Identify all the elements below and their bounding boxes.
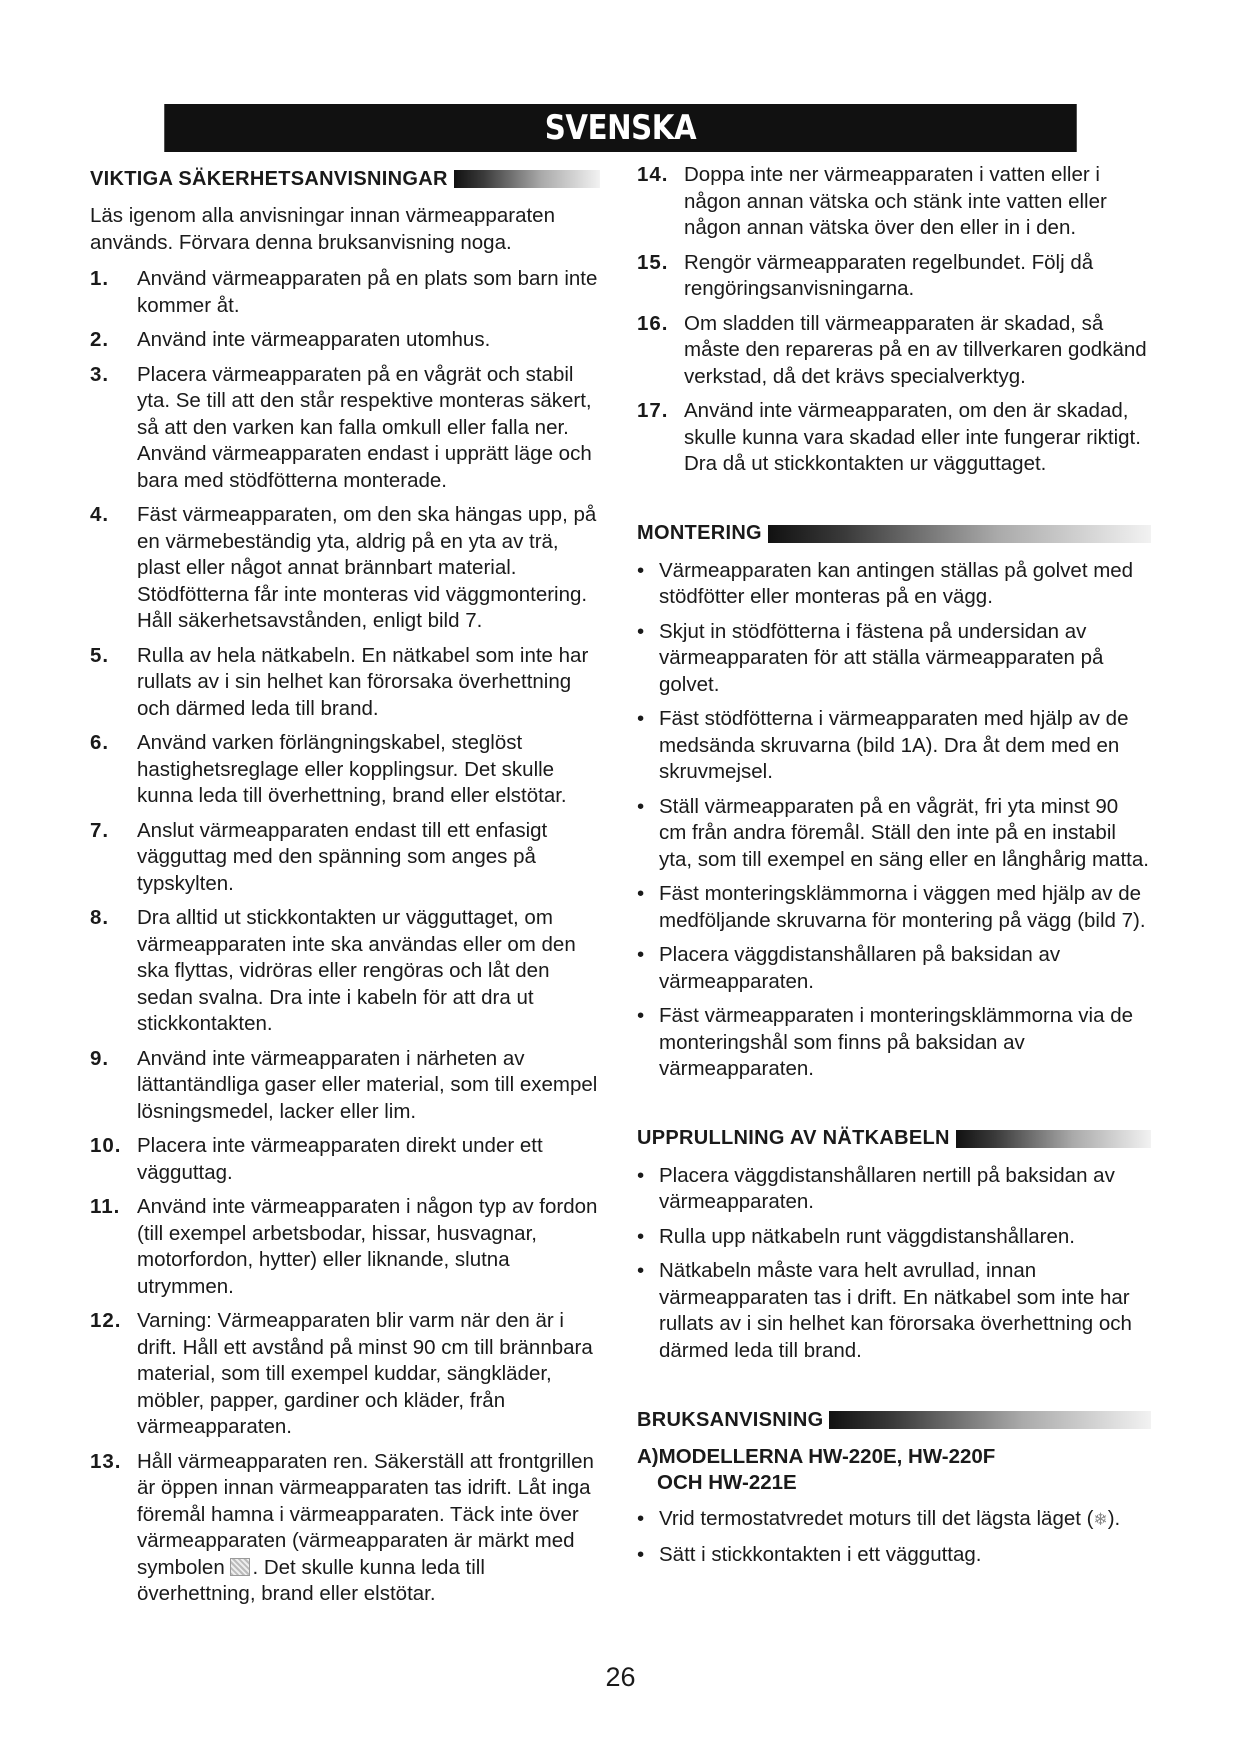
spacer (637, 1372, 1151, 1406)
item-text: Rulla upp nätkabeln runt väggdistanshållaren. (659, 1224, 1075, 1248)
list-item (637, 162, 1151, 242)
upprullning-list (637, 1163, 1151, 1365)
item-text: Rulla av hela nätkabeln. En nätkabel som inte har rullats av i sin helhet kan förorsaka överhettning och därmed leda till brand. (137, 643, 589, 720)
bullet: • (637, 1507, 645, 1530)
item-number: 6. (90, 731, 110, 754)
bullet: • (637, 1542, 645, 1566)
item-text-part: Vrid termostatvredet moturs till det lägsta läget ( (659, 1507, 1094, 1530)
right-column (637, 162, 1151, 1576)
heading-text: BRUKSANVISNING (637, 1408, 824, 1431)
item-number: 13. (90, 1449, 122, 1473)
list-item (90, 327, 600, 354)
item-text: Skjut in stödfötterna i fästena på undersidan av värmeapparaten för att ställa värmeapparaten på golvet. (659, 619, 1104, 696)
list-item (90, 1133, 600, 1186)
safety-list (90, 266, 600, 1608)
item-text-part: Håll värmeapparaten ren. Säkerställ att frontgrillen är öppen innan värmeapparaten tas idrift. Låt inga föremål hamna i värmeapparaten. Täck inte över värmeapparaten (värmeapparaten är märkt med symbolen (137, 1449, 594, 1579)
section-heading-upprullning (637, 1125, 1151, 1153)
models-subheading (637, 1444, 1151, 1496)
list-item (90, 1194, 600, 1300)
item-text: Använd varken förlängningskabel, steglöst hastighetsreglage eller kopplingsur. Det skulle kunna leda till överhettning, brand eller elstötar. (137, 731, 567, 807)
item-number: 9. (90, 1046, 110, 1070)
bullet: • (637, 1163, 645, 1187)
snowflake-icon: ❄ (1093, 1510, 1108, 1529)
bullet: • (637, 619, 645, 643)
heading-bar (956, 1130, 1151, 1148)
item-text: Varning: Värmeapparaten blir varm när den är i drift. Håll ett avstånd på minst 90 cm till brännbara material, som till exempel kuddar, sängkläder, möbler, papper, gardiner och kläder, från värmeapparaten. (137, 1309, 593, 1438)
heading-text: UPPRULLNING AV NÄTKABELN (637, 1127, 950, 1149)
item-text: Använd värmeapparaten på en plats som barn inte kommer åt. (137, 267, 598, 317)
list-item (90, 1449, 600, 1608)
item-number: 12. (90, 1309, 122, 1332)
page-number: 26 (605, 1662, 636, 1692)
item-text: Fäst monteringsklämmorna i väggen med hjälp av de medföljande skruvarna för montering på vägg (bild 7). (659, 882, 1146, 932)
item-text: Placera väggdistanshållaren på baksidan av värmeapparaten. (659, 943, 1061, 993)
list-item (637, 1258, 1151, 1364)
item-text: Använd inte värmeapparaten utomhus. (137, 328, 491, 351)
list-item (637, 619, 1151, 699)
item-text: Placera värmeapparaten på en vågrät och stabil yta. Se till att den står respektive monteras säkert, så att den varken kan falla omkull eller falla ner. Använd värmeapparaten endast i upprätt läge och bara med stödfötterna monterade. (137, 362, 592, 492)
list-item (637, 250, 1151, 303)
subheading-line: OCH HW-221E (657, 1471, 797, 1494)
list-item (637, 398, 1151, 478)
list-item (90, 818, 600, 898)
bruksanvisning-list (637, 1506, 1151, 1568)
item-text: Fäst värmeapparaten i monteringsklämmorna via de monteringshål som finns på baksidan av värmeapparaten. (659, 1004, 1133, 1080)
section-heading-bruksanvisning (637, 1406, 1151, 1434)
left-column (90, 165, 600, 1616)
list-item (90, 1308, 600, 1441)
item-text: Doppa inte ner värmeapparaten i vatten eller i någon annan vätska och stänk inte vatten eller någon annan vätska över den eller in i den. (684, 163, 1107, 239)
list-item (637, 942, 1151, 995)
item-text: Dra alltid ut stickkontakten ur vägguttaget, om värmeapparaten inte ska användas eller om den ska flyttas, vidröras eller rengöras och låt den sedan svalna. Dra inte i kabeln för att dra ut stickkontakten. (137, 906, 576, 1035)
heading-bar (829, 1411, 1151, 1429)
item-text: Placera inte värmeapparaten direkt under ett vägguttag. (137, 1134, 543, 1184)
subheading-line: A)MODELLERNA HW-220E, HW-220F (637, 1445, 996, 1468)
item-number: 16. (637, 311, 669, 335)
item-number: 3. (90, 362, 110, 386)
item-number: 7. (90, 818, 110, 842)
spacer (637, 1091, 1151, 1125)
item-text (659, 1506, 1151, 1534)
list-item (637, 311, 1151, 391)
item-number: 2. (90, 328, 110, 351)
list-item (637, 558, 1151, 611)
spacer (637, 486, 1151, 520)
bullet: • (637, 882, 645, 905)
bullet: • (637, 1259, 645, 1282)
item-text: Värmeapparaten kan antingen ställas på golvet med stödfötter eller monteras på en vägg. (659, 558, 1134, 608)
list-item (637, 1542, 1151, 1569)
list-item (637, 881, 1151, 934)
item-text: Nätkabeln måste vara helt avrullad, innan värmeapparaten tas i drift. En nätkabel som inte har rullats av i sin helhet kan förorsaka överhettning och därmed leda till brand. (659, 1259, 1132, 1362)
item-number: 14. (637, 163, 669, 186)
item-text: Fäst värmeapparaten, om den ska hängas upp, på en värmebeständig yta, aldrig på en yta av trä, plast eller något annat brännbart material. Stödfötterna får inte monteras vid väggmontering. Håll säkerhetsavstånden, enligt bild 7. (137, 503, 597, 632)
list-item (90, 1046, 600, 1126)
do-not-cover-symbol-icon (230, 1558, 250, 1576)
item-text: Placera väggdistanshållaren nertill på baksidan av värmeapparaten. (659, 1163, 1115, 1213)
heading-bar (768, 525, 1151, 543)
list-item (90, 905, 600, 1038)
list-item (90, 266, 600, 319)
bullet: • (637, 794, 645, 818)
list-item (90, 643, 600, 723)
item-number: 4. (90, 503, 110, 526)
safety-list-continued (637, 162, 1151, 478)
item-text: Sätt i stickkontakten i ett vägguttag. (659, 1542, 982, 1566)
list-item (637, 1224, 1151, 1251)
list-item (637, 706, 1151, 786)
bullet: • (637, 707, 645, 730)
item-number: 1. (90, 267, 110, 290)
item-text-part: ). (1107, 1507, 1121, 1530)
montering-list (637, 558, 1151, 1083)
heading-bar (454, 170, 600, 188)
item-number: 11. (90, 1195, 121, 1218)
section-heading-montering (637, 520, 1151, 548)
item-text: Använd inte värmeapparaten i närheten av lättantändliga gaser eller material, som till exempel lösningsmedel, lacker eller lim. (137, 1046, 598, 1123)
list-item (637, 1163, 1151, 1216)
bullet: • (637, 943, 645, 966)
item-text: Använd inte värmeapparaten i någon typ av fordon (till exempel arbetsbodar, hissar, husvagnar, motorfordon, hytter) eller liknande, slutna utrymmen. (137, 1195, 598, 1298)
item-text: Rengör värmeapparaten regelbundet. Följ då rengöringsanvisningarna. (684, 250, 1094, 300)
item-number: 10. (90, 1134, 122, 1157)
item-text: Anslut värmeapparaten endast till ett enfasigt vägguttag med den spänning som anges på typskylten. (137, 818, 548, 895)
bullet: • (637, 1004, 645, 1027)
item-number: 17. (637, 399, 669, 422)
item-number: 8. (90, 906, 110, 929)
language-banner: SVENSKA (164, 104, 1076, 152)
item-text: Ställ värmeapparaten på en vågrät, fri yta minst 90 cm från andra föremål. Ställ den inte på en instabil yta, som till exempel en säng eller en långhårig matta. (659, 794, 1149, 871)
item-text (137, 1449, 600, 1608)
item-number: 15. (637, 250, 669, 274)
item-text-part: . Det skulle kunna leda till överhettning, brand eller elstötar. (137, 1555, 485, 1605)
bullet: • (637, 558, 645, 582)
list-item (90, 502, 600, 635)
section-heading-safety (90, 165, 600, 193)
list-item (637, 794, 1151, 874)
item-number: 5. (90, 643, 110, 667)
bullet: • (637, 1224, 645, 1248)
heading-text: VIKTIGA SÄKERHETSANVISNINGAR (90, 167, 448, 190)
item-text: Fäst stödfötterna i värmeapparaten med hjälp av de medsända skruvarna (bild 1A). Dra åt dem med en skruvmejsel. (659, 707, 1129, 783)
list-item (90, 730, 600, 810)
item-text: Använd inte värmeapparaten, om den är skadad, skulle kunna vara skadad eller inte fungerar riktigt. Dra då ut stickkontakten ur vägguttaget. (684, 399, 1141, 475)
list-item (637, 1003, 1151, 1083)
list-item (637, 1506, 1151, 1534)
heading-text: MONTERING (637, 522, 762, 544)
intro-paragraph: Läs igenom alla anvisningar innan värmeapparaten används. Förvara denna bruksanvisning noga. (90, 204, 555, 254)
item-text: Om sladden till värmeapparaten är skadad, så måste den repareras på en av tillverkaren godkänd verkstad, då det krävs specialverktyg. (684, 311, 1147, 388)
list-item (90, 362, 600, 495)
